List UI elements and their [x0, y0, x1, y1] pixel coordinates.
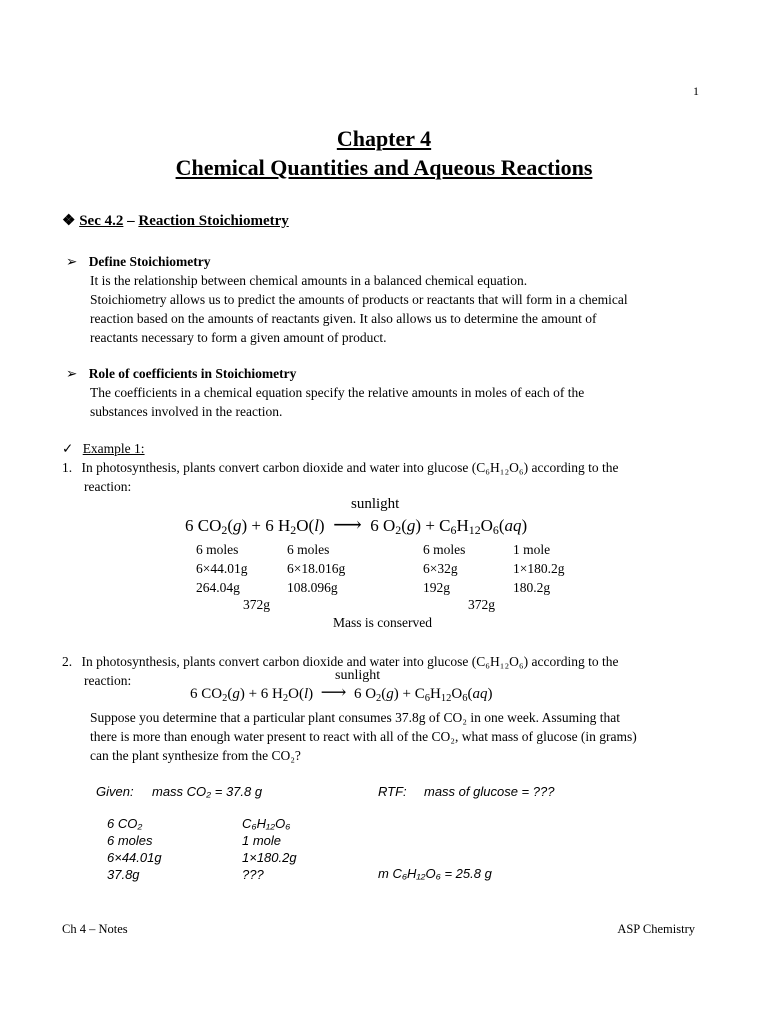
role-block — [66, 364, 584, 421]
define-line: reaction based on the amounts of reactants given. It also allows us to determine the amount of — [90, 311, 597, 326]
role-line: substances involved in the reaction. — [90, 404, 283, 419]
table-cell: 6×44.01g — [196, 561, 248, 576]
section-dash: – — [127, 213, 135, 229]
table-cell: 6 moles — [196, 542, 239, 557]
table-cell: 180.2g — [513, 580, 551, 595]
table-cell: 1×180.2g — [513, 561, 565, 576]
answer: m C₆H₁₂O₆ = 25.8 g — [378, 866, 492, 881]
rtf-label: RTF: — [378, 784, 407, 799]
item2-line2: reaction: — [84, 673, 132, 688]
work-cell: 6×44.01g — [107, 850, 162, 865]
work-left-column — [107, 815, 162, 883]
arrow-label: sunlight — [335, 668, 381, 683]
define-line: It is the relationship between chemical amounts in a balanced chemical equation. — [90, 273, 528, 288]
footer-left: Ch 4 – Notes — [62, 922, 128, 936]
mass-conserved-note: Mass is conserved — [333, 615, 432, 630]
section-heading — [62, 211, 289, 230]
table-cell: 1 mole — [513, 542, 551, 557]
work-cell: 6 CO₂ — [107, 816, 143, 831]
item1-text — [62, 458, 618, 496]
define-line: reactants necessary to form a given amount of product. — [90, 330, 387, 345]
section-title: Reaction Stoichiometry — [138, 213, 289, 229]
work-cell: C₆H₁₂O₆ — [242, 816, 291, 831]
table-cell: 6 moles — [423, 542, 466, 557]
table-cell: 108.096g — [287, 580, 338, 595]
item1-line2: reaction: — [84, 479, 132, 494]
work-cell: ??? — [242, 867, 264, 882]
arrow-bullet-icon: ➢ — [66, 366, 78, 381]
check-icon: ✓ — [62, 441, 74, 456]
item2-line1: In photosynthesis, plants convert carbon dioxide and water into glucose (C₆H₁₂O₆) according to the — [81, 654, 619, 669]
define-block — [66, 252, 628, 347]
work-right-column — [242, 815, 297, 883]
work-cell: 1×180.2g — [242, 850, 297, 865]
define-heading: Define Stoichiometry — [88, 254, 211, 269]
reaction-equation: 6 $CO_2(g) + 6$ $H_2O(l)$ ⟶ 6 $O_2(g) + C_6H_{12}O_6(aq)$ — [185, 514, 528, 537]
total-left: 372g — [243, 597, 270, 612]
table-cell: 264.04g — [196, 580, 240, 595]
work-cell: 1 mole — [242, 833, 282, 848]
table-cell: 6×32g — [423, 561, 458, 576]
total-right: 372g — [468, 597, 495, 612]
arrow-label: sunlight — [351, 496, 400, 512]
chapter-heading: Chapter 4 — [336, 126, 432, 151]
chapter-title: Chemical Quantities and Aqueous Reactions — [175, 155, 593, 180]
arrow-bullet-icon: ➢ — [66, 254, 78, 269]
example-label: Example 1: — [82, 441, 145, 456]
role-line: The coefficients in a chemical equation specify the relative amounts in moles of each of the — [90, 385, 585, 400]
work-cell: 6 moles — [107, 833, 153, 848]
item2-question — [90, 708, 637, 765]
page-number: 1 — [693, 84, 699, 98]
example-label-row — [62, 439, 145, 458]
question-line: Suppose you determine that a particular plant consumes 37.8g of CO₂ in one week. Assuming that — [90, 710, 620, 725]
given-value: mass CO₂ = 37.8 g — [152, 784, 263, 799]
section-marker-icon: ❖ — [62, 213, 76, 229]
rtf-value: mass of glucose = ??? — [424, 784, 555, 799]
table-cell: 6 moles — [287, 542, 330, 557]
table-cell: 192g — [423, 580, 450, 595]
define-line: Stoichiometry allows us to predict the amounts of products or reactants that will form in a chemical — [90, 292, 628, 307]
item1-number: 1. — [62, 460, 73, 475]
role-heading: Role of coefficients in Stoichiometry — [88, 366, 297, 381]
section-label: Sec 4.2 — [79, 213, 124, 229]
question-line: there is more than enough water present to react with all of the CO₂, what mass of glucose (in grams) — [90, 729, 637, 744]
work-cell: 37.8g — [107, 867, 140, 882]
question-line: can the plant synthesize from the CO₂? — [90, 748, 301, 763]
given-label: Given: — [96, 784, 134, 799]
reaction-equation-2: 6 $CO_2(g) + 6$ $H_2O(l)$ ⟶ 6 $O_2(g) + C_6H_{12}O_6(aq)$ — [190, 682, 493, 704]
table-cell: 6×18.016g — [287, 561, 346, 576]
footer-right: ASP Chemistry — [617, 922, 695, 936]
item1-line1: In photosynthesis, plants convert carbon dioxide and water into glucose (C₆H₁₂O₆) according to the — [81, 460, 619, 475]
item2-number: 2. — [62, 654, 73, 669]
